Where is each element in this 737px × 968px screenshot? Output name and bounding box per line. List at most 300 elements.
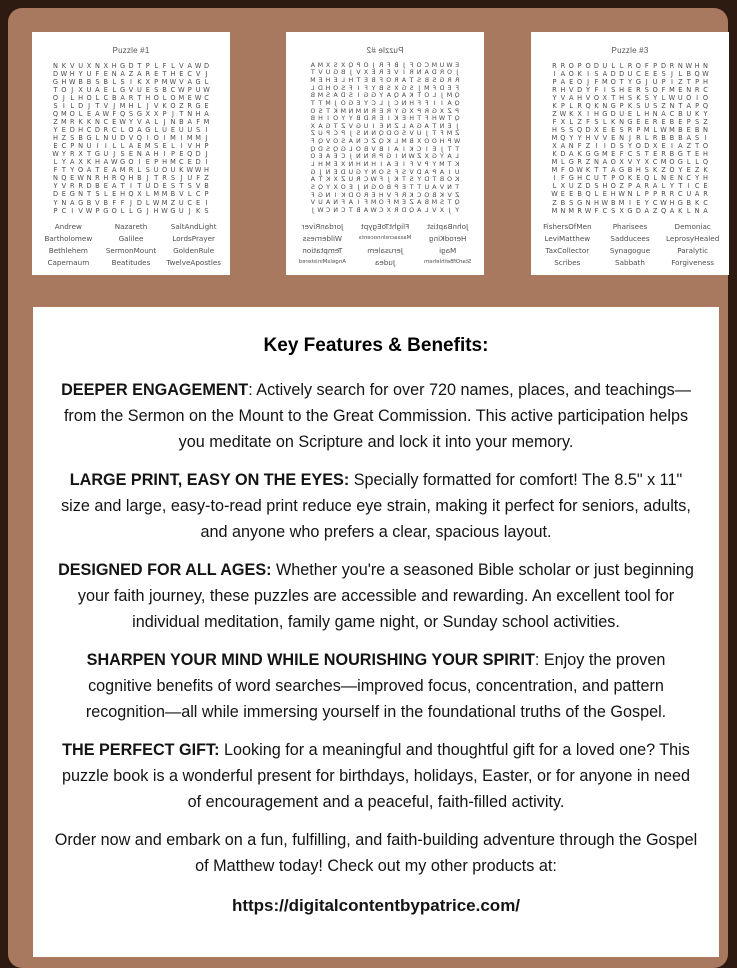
grid-letter: G — [585, 150, 591, 159]
grid-letter: K — [409, 191, 414, 199]
grid-letter: C — [61, 206, 67, 215]
grid-letter: B — [103, 198, 109, 207]
features-heading: Key Features & Benefits: — [263, 335, 489, 356]
grid-letter: X — [333, 183, 338, 191]
grid-letter: W — [668, 93, 676, 102]
grid-letter: M — [203, 118, 210, 127]
grid-letter: V — [137, 118, 142, 127]
grid-letter: T — [318, 99, 323, 107]
grid-letter: S — [95, 190, 100, 199]
grid-letter: C — [363, 176, 369, 184]
grid-letter: V — [348, 122, 353, 130]
grid-letter: S — [341, 84, 346, 92]
grid-letter: M — [551, 206, 558, 215]
grid-letter: L — [394, 138, 399, 146]
grid-letter: E — [145, 85, 150, 94]
grid-letter: H — [378, 191, 384, 199]
grid-letter: G — [333, 69, 339, 77]
grid-letter: N — [677, 174, 683, 183]
grid-letter: H — [325, 84, 331, 92]
grid-letter: Z — [661, 101, 666, 110]
grid-letter: O — [416, 61, 422, 69]
grid-letter: F — [432, 84, 437, 92]
grid-letter: P — [424, 161, 429, 168]
grid-letter: R — [627, 126, 633, 135]
grid-letter: G — [568, 174, 574, 183]
grid-letter: D — [318, 84, 323, 92]
grid-row — [531, 62, 729, 70]
grid-letter: I — [205, 198, 208, 207]
grid-letter: B — [409, 138, 414, 146]
grid-letter: H — [593, 198, 599, 207]
grid-letter: O — [128, 158, 134, 167]
grid-letter: X — [602, 93, 608, 102]
grid-letter: L — [619, 61, 624, 70]
grid-letter: V — [394, 69, 399, 77]
grid-letter: I — [603, 142, 606, 151]
grid-letter: U — [677, 93, 683, 102]
grid-letter: I — [587, 69, 590, 78]
grid-letter: P — [644, 190, 649, 199]
grid-letter: I — [403, 69, 405, 77]
grid-letter: Y — [432, 161, 437, 168]
grid-letter: U — [170, 166, 176, 175]
grid-row — [32, 62, 230, 70]
grid-letter: M — [61, 110, 67, 118]
brown-board — [8, 8, 728, 968]
grid-letter: K — [455, 176, 460, 184]
grid-letter: E — [644, 118, 649, 127]
grid-letter: H — [669, 198, 675, 207]
grid-letter: P — [95, 206, 100, 215]
grid-letter: E — [703, 182, 708, 191]
grid-letter: A — [602, 158, 608, 167]
grid-row — [286, 115, 484, 123]
grid-letter: B — [78, 134, 83, 143]
word-list-item: Sabbath — [615, 257, 645, 267]
grid-letter: X — [439, 107, 445, 115]
grid-letter: P — [560, 101, 565, 110]
grid-letter: A — [424, 69, 429, 77]
grid-letter: Z — [694, 166, 700, 175]
grid-letter: C — [333, 130, 338, 138]
grid-letter: A — [432, 183, 437, 191]
grid-letter: H — [69, 69, 75, 78]
grid-letter: O — [78, 166, 84, 175]
grid-letter: K — [585, 166, 591, 175]
grid-letter: A — [394, 145, 399, 153]
grid-letter: O — [340, 183, 346, 191]
grid-letter: G — [677, 150, 683, 159]
word-list-item: HerodKing — [428, 233, 467, 243]
word-list-item: SermonMount — [105, 245, 157, 255]
grid-letter: L — [112, 85, 117, 94]
grid-letter: D — [560, 150, 566, 159]
word-list-item: Scribes — [554, 257, 581, 267]
grid-letter: S — [341, 138, 346, 146]
word-list-item: JordanRiver — [301, 221, 344, 231]
grid-letter: S — [120, 77, 125, 86]
grid-letter: G — [52, 77, 59, 86]
grid-letter: E — [602, 190, 607, 199]
grid-letter: X — [325, 61, 331, 69]
grid-row — [531, 86, 729, 94]
grid-letter: T — [53, 85, 58, 94]
grid-letter: M — [317, 92, 324, 100]
grid-letter: S — [569, 126, 574, 135]
grid-letter: F — [594, 85, 599, 94]
grid-letter: S — [695, 134, 700, 143]
grid-letter: M — [170, 158, 176, 167]
grid-letter: R — [703, 190, 708, 199]
grid-letter: I — [553, 69, 556, 78]
grid-letter: L — [425, 206, 429, 214]
grid-letter: D — [128, 61, 134, 70]
grid-letter: L — [644, 134, 649, 143]
grid-letter: A — [111, 182, 117, 191]
grid-letter: O — [593, 93, 600, 102]
grid-letter: E — [653, 150, 658, 159]
grid-letter: Z — [454, 191, 460, 199]
grid-letter: E — [686, 166, 691, 175]
grid-letter: E — [636, 174, 641, 183]
grid-letter: A — [137, 126, 142, 135]
grid-row — [32, 191, 230, 199]
grid-letter: O — [610, 77, 616, 86]
grid-letter: B — [310, 115, 316, 123]
grid-letter: S — [386, 84, 391, 92]
grid-letter: H — [111, 61, 117, 70]
grid-letter: R — [379, 69, 384, 77]
grid-letter: S — [318, 107, 323, 115]
grid-letter: G — [103, 206, 109, 215]
grid-letter: Z — [652, 206, 658, 215]
grid-letter: N — [677, 61, 683, 70]
grid-letter: B — [424, 199, 429, 207]
grid-letter: Z — [170, 198, 176, 207]
grid-letter: U — [439, 61, 445, 69]
grid-letter: Z — [310, 130, 316, 138]
grid-letter: C — [379, 206, 384, 214]
grid-letter: Q — [378, 130, 384, 138]
grid-letter: K — [439, 191, 445, 199]
grid-letter: Q — [52, 110, 59, 118]
grid-letter: M — [424, 84, 430, 92]
grid-letter: X — [439, 206, 445, 214]
grid-letter: L — [120, 126, 125, 135]
grid-letter: M — [310, 76, 316, 84]
grid-letter: B — [686, 198, 691, 207]
grid-letter: M — [568, 206, 575, 215]
grid-letter: S — [326, 145, 331, 153]
grid-letter: S — [401, 130, 406, 138]
grid-letter: R — [652, 134, 658, 143]
grid-letter: Q — [694, 69, 700, 78]
grid-letter: R — [145, 69, 151, 78]
grid-letter: M — [618, 198, 625, 207]
grid-letter: Y — [53, 182, 58, 191]
grid-letter: S — [310, 183, 315, 191]
grid-letter: N — [170, 118, 176, 127]
grid-letter: A — [386, 161, 391, 168]
grid-letter: W — [119, 118, 126, 127]
grid-letter: F — [417, 99, 421, 107]
grid-letter: I — [357, 92, 360, 100]
grid-letter: A — [325, 153, 331, 161]
grid-letter: M — [601, 77, 608, 86]
grid-letter: W — [559, 110, 567, 118]
grid-letter: U — [686, 110, 692, 118]
grid-letter: E — [204, 101, 209, 110]
grid-letter: K — [409, 92, 414, 100]
grid-letter: A — [111, 166, 117, 175]
grid-letter: I — [441, 99, 443, 107]
grid-letter: P — [695, 101, 700, 110]
grid-letter: D — [610, 142, 616, 151]
grid-letter: I — [403, 161, 405, 168]
grid-letter: U — [416, 130, 422, 138]
grid-letter: Y — [128, 118, 133, 127]
grid-letter: H — [162, 158, 168, 167]
grid-letter: Y — [348, 115, 353, 123]
grid-letter: Q — [61, 174, 67, 183]
grid-letter: R — [669, 190, 675, 199]
grid-letter: T — [402, 176, 406, 184]
puzzle-card-2 — [286, 32, 484, 275]
grid-letter: A — [686, 101, 691, 110]
grid-letter: S — [611, 206, 616, 215]
word-list-item: Magi — [439, 245, 457, 255]
grid-letter: A — [424, 168, 429, 176]
grid-letter: A — [128, 142, 134, 151]
grid-letter: F — [424, 99, 429, 107]
grid-letter: O — [61, 85, 67, 94]
grid-letter: O — [355, 191, 361, 199]
grid-letter: Y — [61, 150, 66, 159]
grid-letter: T — [348, 206, 353, 214]
grid-letter: G — [602, 110, 608, 118]
grid-letter: L — [402, 122, 406, 130]
grid-letter: A — [187, 77, 192, 86]
grid-letter: I — [553, 174, 556, 183]
grid-letter: E — [447, 122, 452, 130]
word-list-item: Forgiveness — [671, 257, 715, 267]
grid-letter: L — [137, 101, 142, 110]
grid-letter: R — [636, 134, 641, 143]
grid-letter: E — [678, 85, 683, 94]
grid-letter: N — [94, 61, 100, 70]
grid-letter: D — [431, 69, 437, 77]
grid-letter: A — [137, 69, 142, 78]
grid-letter: G — [677, 198, 683, 207]
grid-letter: C — [103, 118, 109, 127]
grid-letter: R — [394, 76, 399, 84]
grid-letter: S — [348, 92, 353, 100]
grid-letter: J — [62, 93, 65, 102]
grid-letter: W — [203, 85, 210, 94]
grid-letter: I — [180, 134, 183, 143]
grid-letter: R — [636, 85, 641, 94]
grid-letter: K — [703, 166, 708, 175]
grid-letter: U — [136, 85, 142, 94]
grid-letter: R — [454, 76, 460, 84]
grid-letter: U — [454, 168, 460, 176]
grid-letter: E — [196, 198, 201, 207]
grid-letter: F — [162, 61, 167, 70]
grid-letter: P — [611, 174, 616, 183]
grid-letter: I — [205, 158, 208, 167]
grid-letter: K — [569, 110, 574, 118]
grid-letter: A — [310, 61, 316, 69]
grid-letter: V — [318, 69, 323, 77]
puzzle-3-title: Puzzle #3 — [611, 46, 649, 55]
grid-letter: E — [379, 107, 384, 115]
grid-letter: F — [586, 118, 590, 127]
grid-letter: Y — [569, 134, 574, 143]
grid-letter: R — [552, 85, 557, 94]
grid-letter: S — [170, 174, 176, 183]
grid-letter: R — [577, 101, 582, 110]
grid-letter: E — [187, 93, 192, 102]
grid-letter: O — [669, 166, 675, 175]
grid-letter: D — [318, 145, 323, 153]
grid-letter: K — [594, 101, 599, 110]
grid-letter: A — [569, 93, 574, 102]
grid-letter: L — [561, 158, 565, 167]
grid-letter: U — [619, 110, 625, 118]
grid-letter: O — [153, 134, 159, 143]
grid-letter: R — [577, 158, 582, 167]
grid-letter: K — [627, 101, 633, 110]
grid-row — [32, 86, 230, 94]
grid-letter: X — [652, 142, 658, 151]
grid-letter: P — [636, 126, 641, 135]
grid-letter: Y — [627, 77, 632, 86]
grid-letter: H — [103, 174, 109, 183]
grid-letter: T — [310, 99, 315, 107]
grid-letter: B — [379, 84, 384, 92]
grid-letter: L — [145, 198, 150, 207]
grid-letter: O — [568, 69, 574, 78]
grid-letter: S — [187, 182, 192, 191]
grid-letter: E — [112, 190, 117, 199]
grid-letter: P — [326, 130, 330, 138]
grid-letter: F — [95, 69, 100, 78]
grid-row — [286, 100, 484, 108]
grid-letter: L — [53, 158, 58, 167]
grid-letter: M — [161, 77, 168, 86]
grid-letter: Z — [179, 101, 184, 110]
grid-letter: C — [416, 145, 422, 153]
grid-letter: G — [677, 158, 683, 167]
word-list-item: LordsPrayer — [172, 233, 215, 243]
grid-letter: T — [432, 176, 437, 184]
grid-letter: U — [652, 77, 658, 86]
grid-letter: D — [203, 61, 210, 70]
grid-letter: I — [395, 153, 398, 161]
grid-letter: N — [661, 174, 667, 183]
grid-letter: U — [363, 122, 369, 130]
grid-letter: X — [417, 138, 422, 146]
grid-letter: A — [569, 150, 574, 159]
grid-letter: C — [61, 142, 67, 151]
grid-letter: T — [356, 76, 361, 84]
grid-letter: E — [86, 110, 92, 118]
grid-letter: Z — [417, 153, 422, 161]
grid-letter: V — [128, 134, 134, 143]
grid-letter: J — [205, 69, 208, 78]
grid-letter: Q — [702, 158, 709, 167]
grid-letter: I — [372, 122, 375, 130]
grid-letter: F — [120, 198, 125, 207]
grid-letter: L — [154, 61, 158, 70]
grid-letter: K — [325, 176, 331, 184]
feature-lead-in: THE PERFECT GIFT: — [62, 741, 220, 759]
grid-letter: C — [195, 190, 201, 199]
grid-letter: H — [128, 174, 134, 183]
grid-letter: F — [661, 85, 666, 94]
grid-letter: A — [145, 118, 151, 127]
grid-letter: F — [394, 191, 399, 199]
grid-letter: V — [195, 182, 201, 191]
grid-letter: Y — [577, 134, 582, 143]
grid-letter: K — [577, 150, 582, 159]
grid-letter: A — [703, 206, 708, 215]
grid-letter: R — [371, 107, 376, 115]
grid-letter: T — [326, 107, 330, 115]
grid-letter: H — [619, 85, 625, 94]
grid-letter: L — [602, 118, 607, 127]
grid-letter: N — [568, 142, 574, 151]
grid-letter: D — [610, 69, 616, 78]
grid-letter: E — [432, 145, 437, 153]
grid-letter: L — [686, 158, 691, 167]
grid-letter: I — [146, 134, 149, 143]
grid-letter: C — [652, 198, 658, 207]
grid-letter: N — [356, 153, 361, 161]
grid-letter: I — [670, 77, 673, 86]
grid-letter: W — [454, 138, 461, 146]
grid-letter: J — [113, 101, 116, 110]
grid-letter: K — [86, 118, 92, 127]
grid-letter: B — [371, 76, 376, 84]
grid-letter: X — [644, 158, 650, 167]
grid-letter: O — [568, 166, 574, 175]
grid-letter: O — [610, 158, 616, 167]
grid-letter: W — [77, 174, 84, 183]
grid-letter: G — [431, 153, 437, 161]
grid-letter: G — [318, 191, 323, 199]
grid-letter: H — [318, 115, 323, 123]
grid-letter: L — [120, 142, 125, 151]
grid-letter: C — [602, 206, 608, 215]
grid-letter: Y — [586, 85, 591, 94]
grid-letter: A — [652, 182, 658, 191]
grid-letter: N — [585, 198, 591, 207]
grid-letter: C — [703, 85, 708, 94]
grid-letter: T — [644, 150, 649, 159]
grid-letter: T — [154, 174, 159, 183]
grid-letter: L — [569, 101, 574, 110]
grid-letter: G — [310, 168, 316, 176]
grid-letter: R — [69, 182, 75, 191]
grid-letter: B — [432, 191, 437, 199]
grid-letter: A — [401, 76, 407, 84]
grid-letter: W — [370, 176, 377, 184]
grid-letter: L — [695, 158, 699, 167]
grid-letter: A — [95, 110, 100, 118]
grid-letter: Q — [333, 145, 339, 153]
